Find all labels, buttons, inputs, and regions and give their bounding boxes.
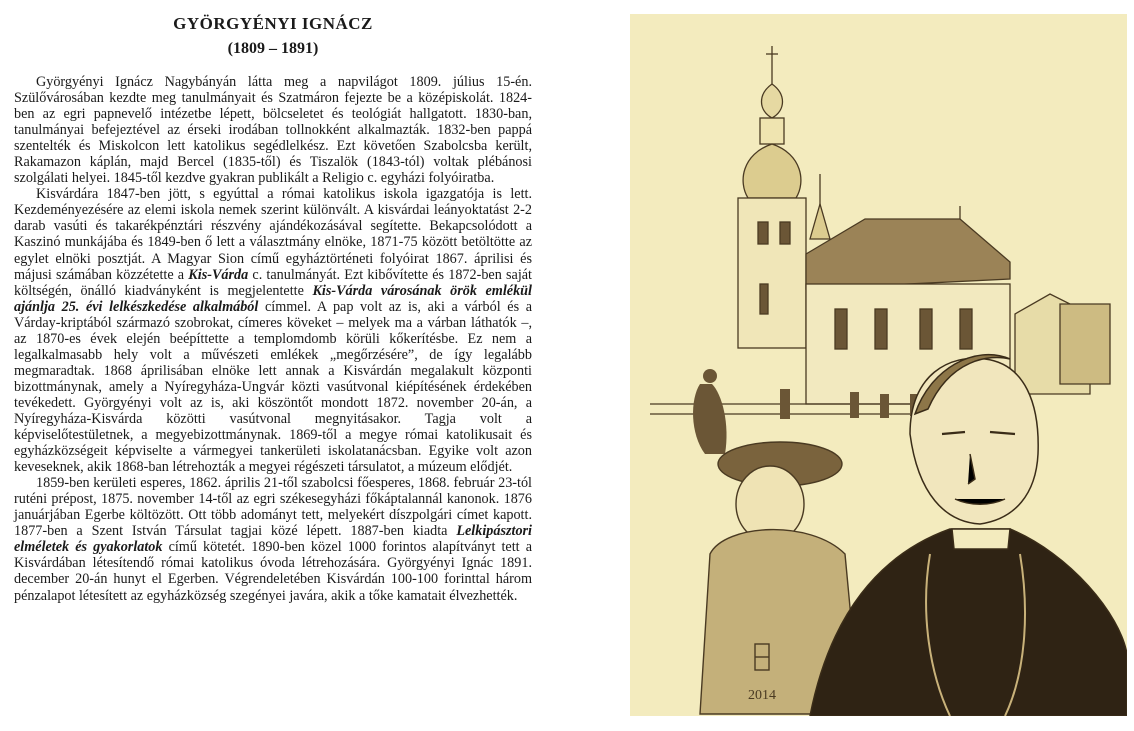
page-title: GYÖRGYÉNYI IGNÁCZ bbox=[173, 14, 373, 33]
paragraph-3-text-c: című kötetét. 1890-ben közel 1000 forintos alapítványt tett a Kisvárdában létesítendő római katolikus óvoda létrehozására. Györgyényi Ignác 1891. december 20-án hunyt el Egerben. Végrendeletében Kisvárdán 100-100 forinttal három pénzalapot létesített az egyházközség szegényei javára, akik a tőke kamatait élvezhették. bbox=[14, 539, 532, 604]
tower-top-dome bbox=[762, 84, 783, 118]
portrait-illustration bbox=[630, 14, 1127, 716]
church-roof bbox=[806, 219, 1010, 289]
paragraph-3-text-a: 1859-ben kerületi esperes, 1862. április 21-től szabolcsi főesperes, 1868. február 23-tól ruténi prépost, 1875. november 14-től az egri székesegyházi főkáptalannál kanonok. 1876 januárjában Egerbe költözött. Ott több adományt tett, melyekért díszpolgári címet kapott. 1877-ben a Szent István Társulat tagjai közé lépett. 1887-ben kiadta bbox=[14, 475, 532, 540]
paragraph-1-text: Györgyényi Ignácz Nagybányán látta meg a napvilágot 1809. július 15-én. Szülővárosában kezdte meg tanulmányait és Szatmáron fejezte be a középiskolát. 1824-ben az egri papnevelő intézetbe lépett, bölcseletet és teológiát hallgatott. 1830-ban, tanulmányai befejeztével az érseki irodában tollnokként alkalmazták. 1832-ben pappá szentelték és Miskolcon lett katolikus segédlelkész. Ezt követően Szabolcsba került, Rakamazon káplán, majd Bercel (1835-től) és Tiszalök (1843-tól) voltak plébánosi szolgálati helyei. 1845-től kezdve gyakran publikált a Religio c. egyházi folyóiratba. bbox=[14, 74, 532, 187]
paragraph-2 bbox=[14, 186, 532, 475]
paragraph-2-text-a: Kisvárdára 1847-ben jött, s egyúttal a római katolikus iskola igazgatója is lett. Kezdeményezésére az elemi iskola nemek szerint különvált. A kisvárdai leányoktatást 2-2 darab vasúti és takarékpénztári részvény ajándékozásával segítette. Bekapcsolódott a Kaszinó munkájába és 1849-ben ő lett a választmány elnöke, 1871-75 között betöltötte az egylet elnöki posztját. A Magyar Sion című egyháztörténeti folyóirat 1867. áprilisi és májusi számában közzétette a bbox=[14, 186, 532, 283]
paragraph-2-text-e: címmel. A pap volt az is, aki a várból és a Várday-kriptából származó szobrokat, címeres köveket – melyek ma a várban láthatók –, az 1870-es évek elején beépíttette a templomdomb körüli kőkerítésbe. Ez nem a legalkalmasabb hely volt a művészeti emlékek „megőrzésére”, de így legalább megmaradtak. 1868 áprilisában elnöke lett annak a Kisvárdán megalakult központi bizottmánynak, amely a Nyíregyháza-Ungvár közti vasútvonal kiépítésének érdekében tevékedett. Györgyényi volt az is, aki köszöntőt mondott 1872. november 20-án, a Nyíregyháza-Kisvárda közötti vasútvonal megnyitásakor. Tagja volt a képviselőtestületnek, a megyebizottmánynak. 1869-től a megye római katolikusait és egyházközségeit képviselte a vármegyei tankerületi iskolatanácsban. Egyike volt azon keveseknek, akik 1868-ban létrehozták a megyei régészeti társulatot, a múzeum elődjét. bbox=[14, 298, 532, 476]
work-title-jubilee: Kis-Várda városának örök emlékül ajánlja 25. évi lelkészkedése alkalmából bbox=[14, 282, 532, 315]
church-drawing bbox=[650, 46, 1110, 414]
signature-year: 2014 bbox=[748, 688, 776, 703]
illustration-drawing bbox=[630, 14, 1127, 716]
life-years: (1809 – 1891) bbox=[227, 40, 319, 57]
work-title-lelkipasztori: Lelkipásztori elméletek és gyakorlatok bbox=[14, 523, 532, 556]
paragraph-2-text-c: c. tanulmányát. Ezt kibővítette és 1872-ben saját költségén, önálló kiadványként is megjelentette bbox=[14, 266, 532, 299]
work-title-kis-varda: Kis-Várda bbox=[188, 266, 249, 283]
tower-onion-dome bbox=[743, 144, 801, 198]
paragraph-3 bbox=[14, 475, 532, 603]
priest-cassock bbox=[810, 529, 1127, 716]
article bbox=[14, 10, 532, 725]
paragraph-1 bbox=[14, 74, 532, 186]
church-tower bbox=[738, 198, 806, 348]
